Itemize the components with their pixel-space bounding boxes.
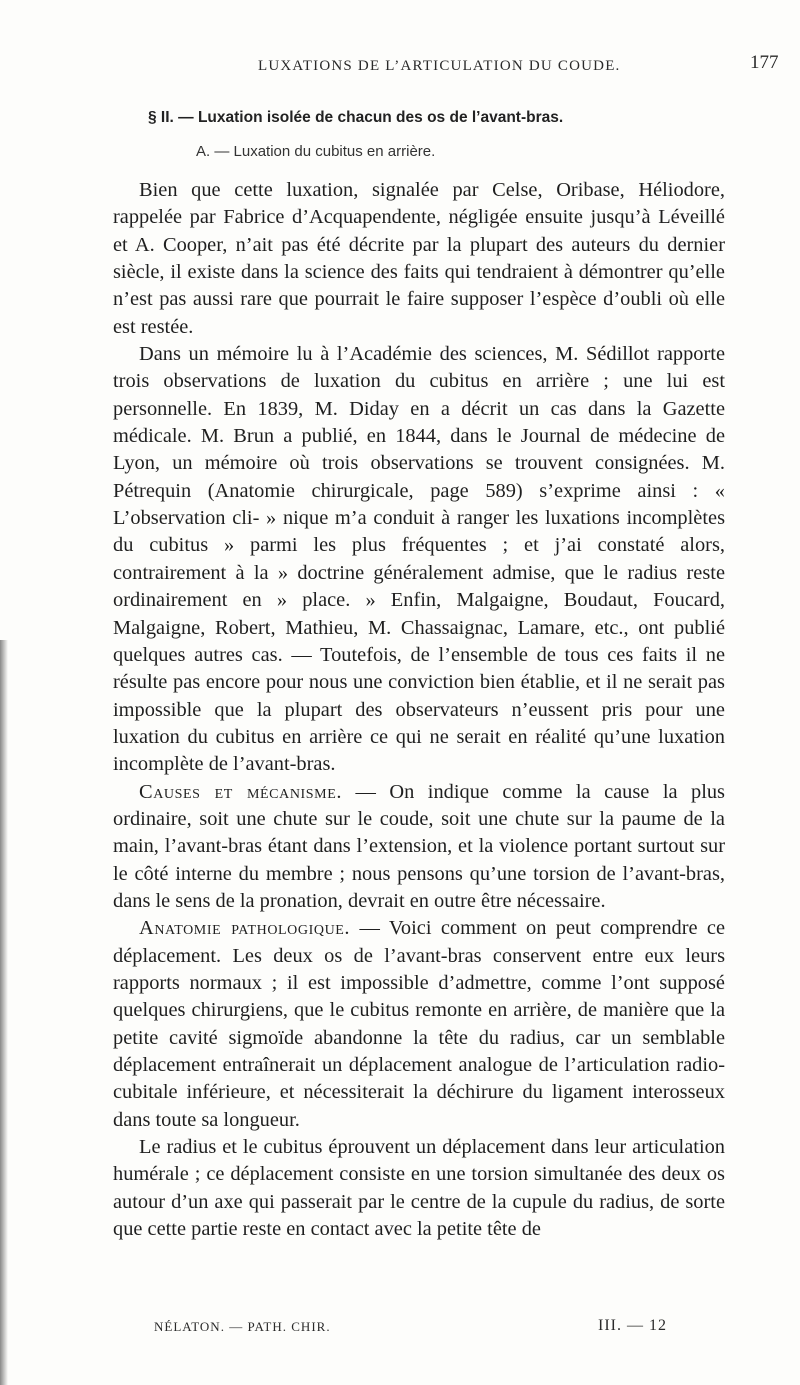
paragraph-lead: Causes et mécanisme. xyxy=(139,780,343,803)
paragraph-observations xyxy=(113,341,725,779)
paragraph-text: Le radius et le cubitus éprouvent un déplacement dans leur articulation humérale ; ce déplacement consiste en une torsion simultanée des deux os autour d’un axe qui passerait par le centre de la cupule du radius, de sorte que cette partie reste en contact avec la petite tête de xyxy=(113,1136,725,1241)
paragraph-anatomy xyxy=(113,915,725,1134)
paragraph-text: — On indique comme la cause la plus ordinaire, soit une chute sur le coude, soit une chute sur la paume de la main, l’avant-bras étant dans l’extension, et la violence portant surtout sur le côté interne du membre ; nous pensons qu’une torsion de l’avant-bras, dans le sens de la pronation, devrait en outre être nécessaire. xyxy=(113,780,725,912)
section-heading: § II. — Luxation isolée de chacun des os de l’avant-bras. xyxy=(148,109,564,126)
body-text xyxy=(113,177,725,1243)
paragraph-text: Bien que cette luxation, signalée par Celse, Oribase, Héliodore, rappelée par Fabrice d’Acquapendente, négligée ensuite jusqu’à Léveillé et A. Cooper, n’ait pas été décrite par la plupart des auteurs du dernier siècle, il existe dans la science des faits qui tendraient à démontrer qu’elle n’est pas aussi rare que pourrait le faire supposer l’espèce d’oubli où elle est restée. xyxy=(113,179,725,338)
footer-sheet-mark: III. — 12 xyxy=(598,1317,667,1334)
page-number: 177 xyxy=(750,52,779,73)
paragraph-text: — Voici comment on peut comprendre ce déplacement. Les deux os de l’avant-bras conservent entre eux leurs rapports normaux ; il est impossible d’admettre, comme l’ont supposé quelques chirurgiens, que le cubitus remonte en arrière, de manière que la petite cavité sigmoïde abandonne la tête du radius, car un semblable déplacement entraînerait un déplacement analogue de l’articulation radio-cubitale inférieure, et nécessiterait la déchirure du ligament interosseux dans toute sa longueur. xyxy=(113,917,725,1131)
sub-heading: A. — Luxation du cubitus en arrière. xyxy=(196,143,436,160)
running-head: LUXATIONS DE L’ARTICULATION DU COUDE. xyxy=(258,58,621,74)
paragraph-displacement xyxy=(113,1134,725,1243)
scan-edge-shadow xyxy=(0,640,8,1385)
footer-signature: NÉLATON. — PATH. CHIR. xyxy=(154,1319,331,1334)
paragraph-intro xyxy=(113,177,725,341)
paragraph-causes xyxy=(113,779,725,916)
paragraph-lead: Anatomie pathologique. xyxy=(139,917,351,940)
paragraph-text: Dans un mémoire lu à l’Académie des sciences, M. Sédillot rapporte trois observations de luxation du cubitus en arrière ; une lui est personnelle. En 1839, M. Diday en a décrit un cas dans la Gazette médicale. M. Brun a publié, en 1844, dans le Journal de médecine de Lyon, un mémoire où trois observations se trouvent consignées. M. Pétrequin (Anatomie chirurgicale, page 589) s’exprime ainsi : « L’observation cli- » nique m’a conduit à ranger les luxations incomplètes du cubitus » parmi les plus fréquentes ; et j’ai constaté alors, contrairement à la » doctrine généralement admise, que le radius reste ordinairement en » place. » Enfin, Malgaigne, Boudaut, Foucard, Malgaigne, Robert, Mathieu, M. Chassaignac, Lamare, etc., ont publié quelques autres cas. — Toutefois, de l’ensemble de tous ces faits il ne résulte pas encore pour nous une conviction bien établie, et il ne serait pas impossible que la plupart des observateurs n’eussent pris pour une luxation du cubitus en arrière ce qui ne serait en réalité qu’une luxation incomplète de l’avant-bras. xyxy=(113,343,725,776)
